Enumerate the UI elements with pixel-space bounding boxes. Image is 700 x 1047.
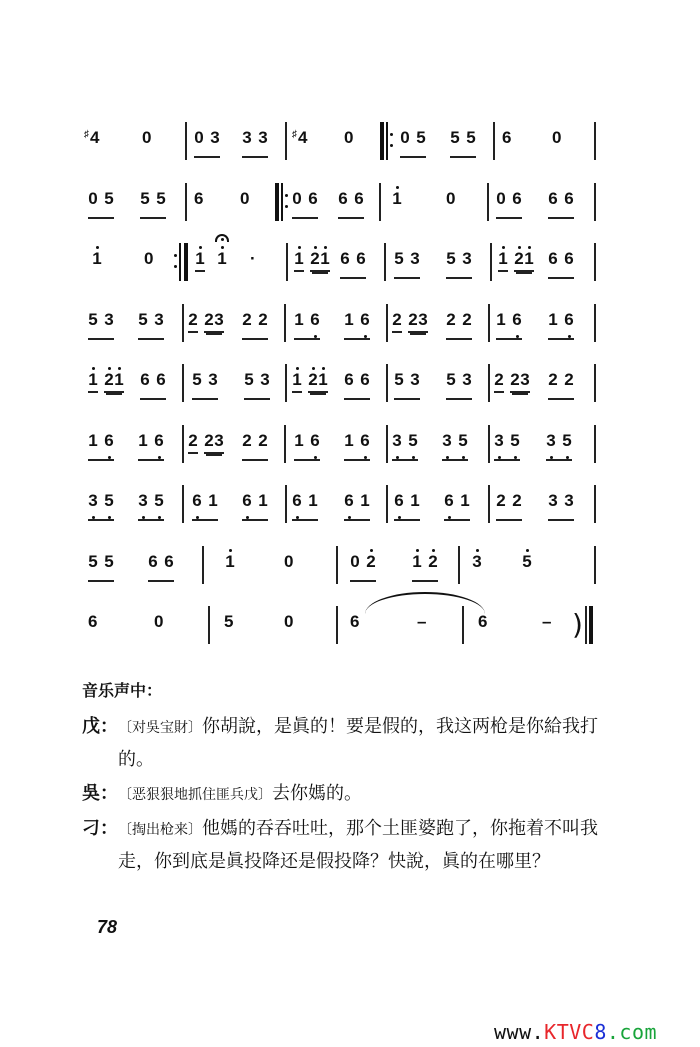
beat-eighths: 3 3 — [242, 128, 268, 158]
beat-eighths: 5 3 — [394, 370, 420, 400]
beat-eighths: 5 3 — [394, 249, 420, 279]
stage-direction: 〔恶狠狠地抓住匪兵戊〕 — [118, 787, 272, 803]
barline — [284, 425, 286, 463]
beat-eighths: 1 6 — [344, 431, 370, 461]
barline — [488, 364, 490, 402]
tie-slur — [365, 592, 485, 614]
beat-eighths: 6 6 — [548, 189, 574, 219]
beat-eighths: 6 6 — [140, 370, 166, 400]
barline — [182, 364, 184, 402]
barline — [594, 425, 596, 463]
beat-eighths: 6 6 — [148, 552, 174, 582]
beat-sixteenths: 2 23 — [188, 431, 224, 461]
beat-eighths: 5 5 — [140, 189, 166, 219]
page-number: 78 — [97, 917, 118, 937]
barline — [285, 364, 287, 402]
beat-eighths: 0 3 — [194, 128, 220, 158]
note-high-5: 5 — [522, 551, 532, 571]
note: 6 — [502, 128, 512, 147]
note-sharp-4: ♯4 — [292, 128, 308, 147]
score-system-4 — [82, 294, 600, 355]
beat-eighths: 5 3 — [138, 310, 164, 340]
dialogue-text: 他媽的吞吞吐吐，那个土匪婆跑了，你拖着不叫我走，你到底是眞投降还是假投降？快說，眞的在哪里？ — [118, 818, 598, 872]
barline — [490, 243, 492, 281]
barline — [493, 122, 495, 160]
barline — [594, 304, 596, 342]
beat-eighths: 6 1 — [292, 491, 318, 521]
beat-eighths: 0 2 — [350, 552, 376, 582]
beat-eighths: 6 1 — [394, 491, 420, 521]
beat-eighths: 2 2 — [548, 370, 574, 400]
barline — [458, 546, 460, 584]
dash-extension: – — [417, 612, 427, 631]
score-system-2 — [82, 173, 600, 234]
note-high-1: 1 — [225, 551, 235, 571]
score-system-5 — [82, 354, 600, 415]
barline — [284, 304, 286, 342]
beat-eighths: 6 6 — [338, 189, 364, 219]
beat-eighths: 1 21 — [292, 370, 328, 400]
beat-eighths: 6 6 — [548, 249, 574, 279]
beat-eighths: 3 5 — [546, 431, 572, 461]
barline — [185, 183, 187, 221]
beat-eighths: 1 6 — [548, 310, 574, 340]
beat-eighths: 5 5 — [88, 552, 114, 582]
note-high-3: 3 — [472, 551, 482, 571]
barline — [488, 304, 490, 342]
barline — [462, 606, 464, 644]
beat-eighths: 3 5 — [494, 431, 520, 461]
augmentation-dot: · — [250, 249, 256, 268]
beat-eighths: 1 6 — [138, 431, 164, 461]
note-high-1-fermata: 1 — [217, 249, 227, 279]
beat-eighths: 5 3 — [88, 310, 114, 340]
note-tied: 6 — [478, 612, 488, 631]
beat-sixteenths: 2 23 — [188, 310, 224, 340]
barline — [488, 485, 490, 523]
beat-eighths: 6 6 — [344, 370, 370, 400]
beat-eighths: 6 1 — [444, 491, 470, 521]
barline — [182, 485, 184, 523]
beat-eighths: 1 21 — [498, 249, 534, 279]
barline — [379, 183, 381, 221]
beat-eighths: 1 6 — [88, 431, 114, 461]
score-system-8 — [82, 536, 600, 597]
repeat-start-barline — [379, 122, 393, 160]
barline — [285, 485, 287, 523]
barline — [594, 122, 596, 160]
speaker-label: 刁： — [82, 818, 118, 839]
beat-eighths: 2 2 — [242, 431, 268, 461]
beat-eighths: 1 6 — [344, 310, 370, 340]
beat-eighths: 3 5 — [442, 431, 468, 461]
beat-eighths: 0 5 — [400, 128, 426, 158]
note-rest: 0 — [446, 188, 456, 208]
site-watermark — [494, 1020, 657, 1044]
watermark-suffix: .com — [606, 1020, 658, 1044]
barline — [386, 425, 388, 463]
note-high-1: 1 — [392, 188, 402, 208]
stage-heading: 音乐声中： — [82, 681, 163, 700]
barline — [594, 485, 596, 523]
final-barline — [585, 606, 587, 644]
barline — [594, 243, 596, 281]
beat-eighths: 6 6 — [340, 249, 366, 279]
note: 6 — [194, 188, 204, 208]
beat-eighths: 1 2 — [412, 552, 438, 582]
beat-eighths: 0 6 — [292, 189, 318, 219]
watermark-brand-blue: 8 — [594, 1020, 607, 1044]
beat-eighths: 5 3 — [244, 370, 270, 400]
barline — [386, 485, 388, 523]
note: 6 — [88, 612, 98, 631]
barline — [202, 546, 204, 584]
note-rest: 0 — [142, 128, 152, 147]
score-system-3 — [82, 233, 600, 294]
beat-eighths: 3 5 — [138, 491, 164, 521]
barline — [208, 606, 210, 644]
repeat-start-barline — [274, 183, 288, 221]
jianpu-score — [82, 112, 600, 657]
dialogue-text: 你胡說，是眞的！要是假的，我这两枪是你給我打的。 — [118, 716, 598, 770]
note-rest: 0 — [144, 249, 154, 268]
barline — [594, 183, 596, 221]
beat-eighths: 5 5 — [450, 128, 476, 158]
barline — [488, 425, 490, 463]
note-rest: 0 — [154, 612, 164, 631]
score-system-7 — [82, 475, 600, 536]
fermata-icon — [215, 234, 229, 242]
beat-eighths: 6 1 — [192, 491, 218, 521]
beat-sixteenths: 2 23 — [392, 310, 428, 340]
beat-eighths: 2 2 — [242, 310, 268, 340]
beat-eighths: 0 6 — [496, 189, 522, 219]
beat-eighths: 1 6 — [496, 310, 522, 340]
beat-eighths: 5 3 — [192, 370, 218, 400]
barline — [182, 304, 184, 342]
note-high-1: 1 — [195, 249, 205, 279]
barline — [386, 304, 388, 342]
note-sharp-4: ♯4 — [84, 128, 100, 147]
dialogue-line — [82, 711, 622, 776]
beat-eighths: 1 6 — [294, 310, 320, 340]
close-paren: ) — [572, 608, 583, 641]
dialogue-line — [82, 778, 622, 811]
barline — [594, 546, 596, 584]
beat-eighths: 2 2 — [446, 310, 472, 340]
note-rest: 0 — [284, 551, 294, 571]
beat-eighths: 6 1 — [242, 491, 268, 521]
barline — [336, 546, 338, 584]
score-system-6 — [82, 415, 600, 476]
barline — [182, 425, 184, 463]
score-system-1 — [82, 112, 600, 173]
beat-eighths: 2 2 — [496, 491, 522, 521]
note-rest: 0 — [240, 188, 250, 208]
speaker-label: 吳： — [82, 783, 118, 804]
watermark-prefix: www. — [494, 1020, 545, 1044]
barline — [336, 606, 338, 644]
barline — [285, 122, 287, 160]
note-rest: 0 — [344, 128, 354, 147]
watermark-brand-red: KTVC — [544, 1020, 595, 1044]
beat-eighths: 3 5 — [392, 431, 418, 461]
note-rest: 0 — [284, 612, 294, 631]
stage-direction: 〔掏出枪来〕 — [118, 822, 202, 838]
beat-eighths: 3 3 — [548, 491, 574, 521]
beat-eighths: 6 1 — [344, 491, 370, 521]
repeat-end-barline — [177, 243, 191, 281]
barline — [594, 364, 596, 402]
note: 5 — [224, 612, 234, 631]
dash-extension: – — [542, 612, 552, 631]
barline — [286, 243, 288, 281]
barline — [487, 183, 489, 221]
note-high-1: 1 — [92, 249, 102, 268]
note-tied: 6 — [350, 612, 360, 631]
dialogue-block — [82, 678, 622, 880]
barline — [386, 364, 388, 402]
note-rest: 0 — [552, 128, 562, 147]
barline — [384, 243, 386, 281]
stage-direction: 〔对吳宝財〕 — [118, 720, 202, 736]
beat-eighths: 0 5 — [88, 189, 114, 219]
speaker-label: 戊： — [82, 716, 118, 737]
beat-eighths: 1 21 — [88, 370, 124, 400]
dialogue-text: 去你媽的。 — [272, 783, 362, 804]
dialogue-line — [82, 813, 622, 878]
beat-eighths: 3 5 — [88, 491, 114, 521]
beat-sixteenths: 2 23 — [494, 370, 530, 400]
beat-eighths: 1 21 — [294, 249, 330, 279]
beat-eighths: 1 6 — [294, 431, 320, 461]
beat-eighths: 5 3 — [446, 249, 472, 279]
score-system-9 — [82, 596, 600, 657]
beat-eighths: 5 3 — [446, 370, 472, 400]
barline — [185, 122, 187, 160]
